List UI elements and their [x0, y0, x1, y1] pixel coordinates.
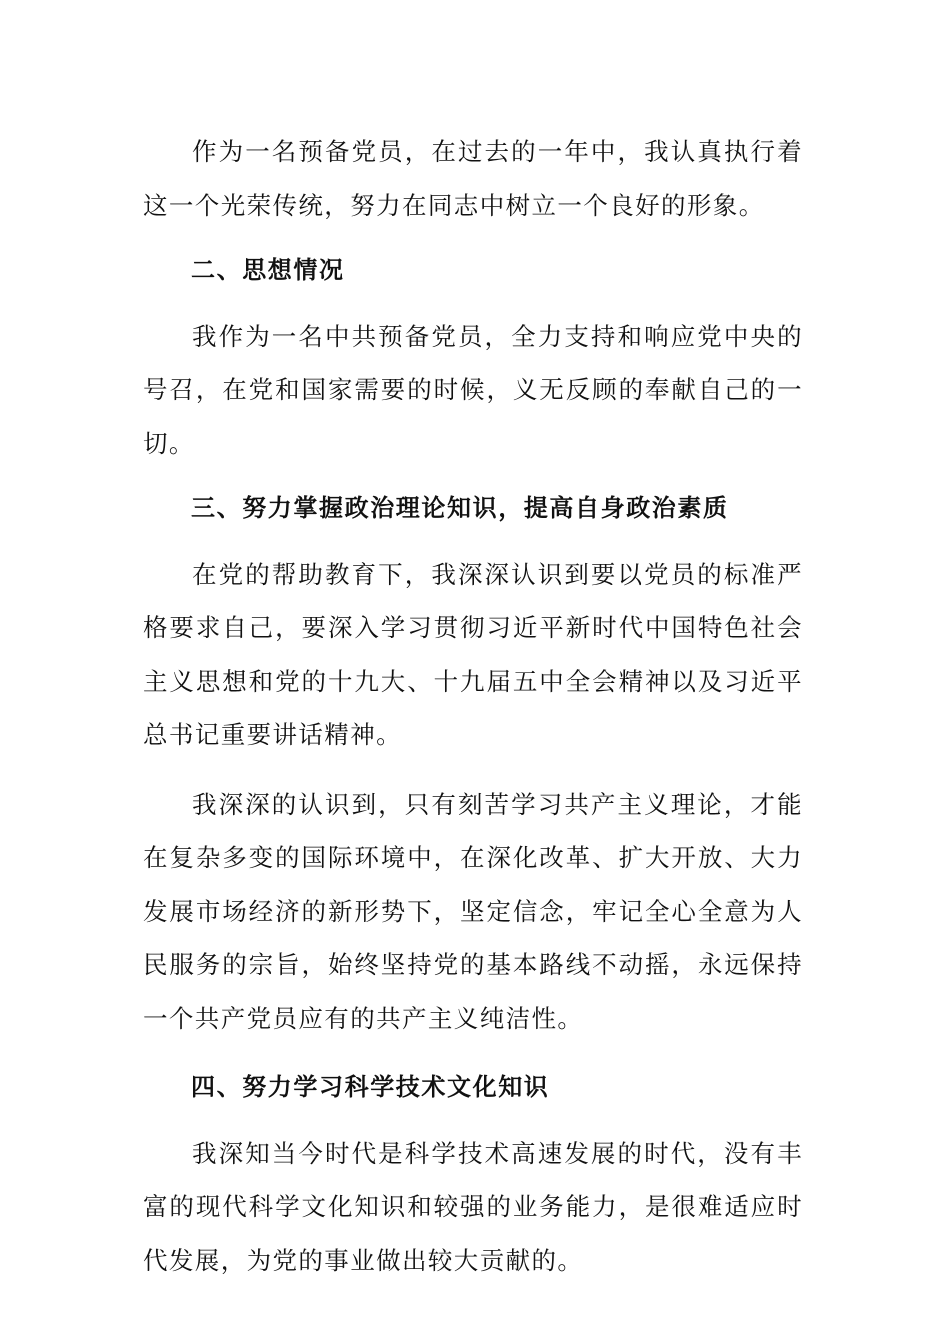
document-body — [143, 125, 803, 1287]
paragraph-5: 我深知当今时代是科学技术高速发展的时代，没有丰富的现代科学文化知识和较强的业务能力，是很难适应时代发展，为党的事业做出较大贡献的。 — [143, 1138, 803, 1275]
paragraph-3: 在党的帮助教育下，我深深认识到要以党员的标准严格要求自己，要深入学习贯彻习近平新时代中国特色社会主义思想和党的十九大、十九届五中全会精神以及习近平总书记重要讲话精神。 — [143, 559, 803, 749]
paragraph-4: 我深深的认识到，只有刻苦学习共产主义理论，才能在复杂多变的国际环境中，在深化改革、扩大开放、大力发展市场经济的新形势下，坚定信念，牢记全心全意为人民服务的宗旨，始终坚持党的基本路线不动摇，永远保持一个共产党员应有的共产主义纯洁性。 — [143, 789, 803, 1033]
heading-political-theory: 三、努力掌握政治理论知识，提高自身政治素质 — [191, 494, 729, 522]
paragraph-1: 作为一名预备党员，在过去的一年中，我认真执行着这一个光荣传统，努力在同志中树立一个良好的形象。 — [143, 137, 803, 220]
heading-science-culture: 四、努力学习科学技术文化知识 — [191, 1073, 550, 1101]
paragraph-2: 我作为一名中共预备党员，全力支持和响应党中央的号召，在党和国家需要的时候，义无反顾的奉献自己的一切。 — [143, 321, 803, 458]
heading-thought: 二、思想情况 — [191, 256, 345, 284]
